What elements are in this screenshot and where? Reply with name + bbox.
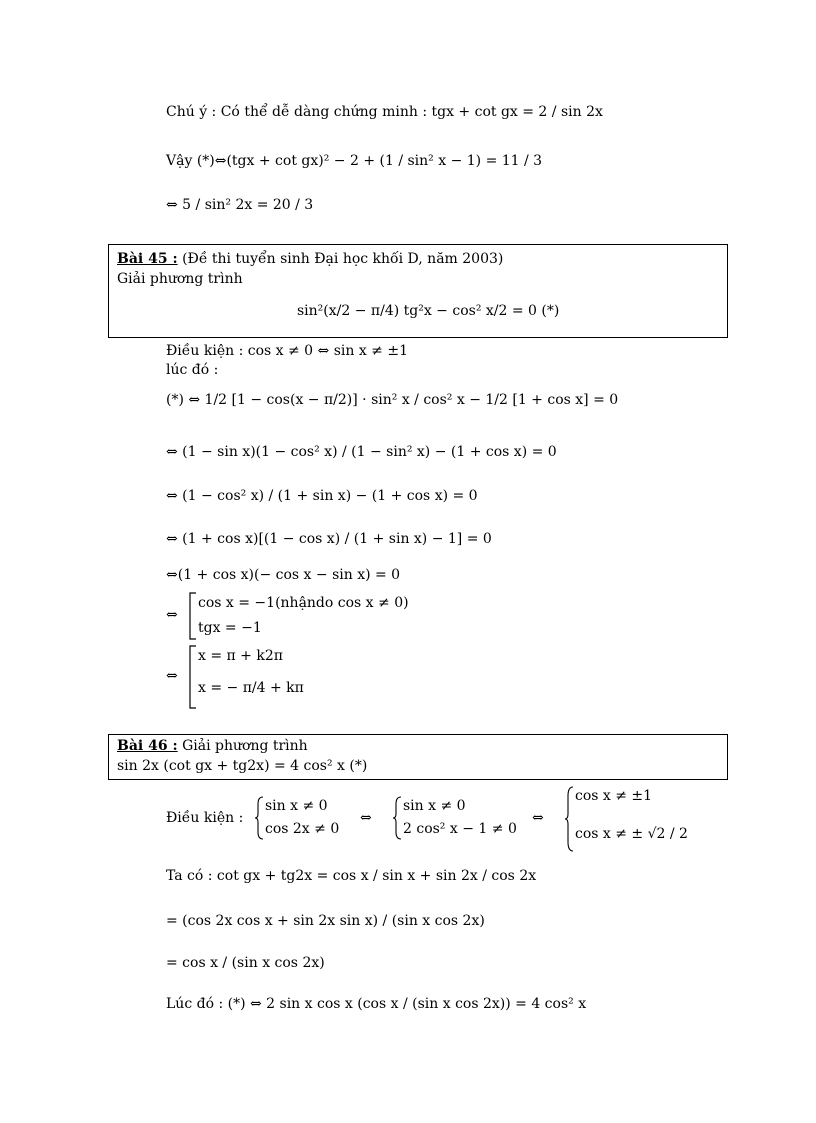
problem-46-box xyxy=(108,734,728,780)
case-bracket xyxy=(188,592,198,640)
solution-45-step-1: (*) ⇔ 1/2 [1 − cos(x − π/2)] · sin² x / cos² x − 1/2 [1 + cos x] = 0 xyxy=(166,392,619,408)
problem-46-header xyxy=(117,738,308,754)
problem-45-source: (Đề thi tuyển sinh Đại học khối D, năm 2003) xyxy=(182,251,504,267)
note-line-3: ⇔ 5 / sin² 2x = 20 / 3 xyxy=(166,197,314,213)
problem-45-box xyxy=(108,244,728,338)
condition-brace xyxy=(254,796,264,840)
solution-45-case-1b: tgx = −1 xyxy=(198,620,262,636)
solution-46-condition-label: Điều kiện : xyxy=(166,810,244,826)
equivalence-sign: ⇔ xyxy=(360,810,372,826)
solution-46-step-1: Ta có : cot gx + tg2x = cos x / sin x + sin 2x / cos 2x xyxy=(166,868,537,884)
solution-46-step-2: = (cos 2x cos x + sin 2x sin x) / (sin x cos 2x) xyxy=(166,913,485,929)
note-line-2: Vậy (*)⇔(tgx + cot gx)² − 2 + (1 / sin² x − 1) = 11 / 3 xyxy=(166,153,543,169)
problem-46-task: Giải phương trình xyxy=(182,738,308,754)
solution-45-step-2: ⇔ (1 − sin x)(1 − cos² x) / (1 − sin² x) − (1 + cos x) = 0 xyxy=(166,444,557,460)
case-bracket xyxy=(188,645,198,709)
problem-45-task: Giải phương trình xyxy=(117,271,243,287)
equivalence-sign: ⇔ xyxy=(532,810,544,826)
solution-45-step-4: ⇔ (1 + cos x)[(1 − cos x) / (1 + sin x) − 1] = 0 xyxy=(166,531,492,547)
solution-46-cond-a2: cos 2x ≠ 0 xyxy=(265,821,340,837)
solution-45-case-2b: x = − π/4 + kπ xyxy=(198,680,304,696)
solution-46-cond-c1: cos x ≠ ±1 xyxy=(575,788,653,804)
solution-46-cond-a1: sin x ≠ 0 xyxy=(265,798,328,814)
solution-45-intro: lúc đó : xyxy=(166,362,219,378)
solution-46-cond-c2: cos x ≠ ± √2 / 2 xyxy=(575,826,688,842)
condition-brace xyxy=(392,796,402,840)
solution-45-case-1a: cos x = −1(nhậndo cos x ≠ 0) xyxy=(198,595,409,611)
equivalence-sign: ⇔ xyxy=(166,668,178,684)
note-line-1: Chú ý : Có thể dễ dàng chứng minh : tgx + cot gx = 2 / sin 2x xyxy=(166,104,603,120)
solution-46-cond-b2: 2 cos² x − 1 ≠ 0 xyxy=(403,821,517,837)
solution-46-step-4: Lúc đó : (*) ⇔ 2 sin x cos x (cos x / (sin x cos 2x)) = 4 cos² x xyxy=(166,996,587,1012)
condition-brace xyxy=(564,786,574,852)
equivalence-sign: ⇔ xyxy=(166,607,178,623)
solution-45-step-5: ⇔(1 + cos x)(− cos x − sin x) = 0 xyxy=(166,567,401,583)
problem-46-title: Bài 46 : xyxy=(117,738,178,754)
solution-45-case-2a: x = π + k2π xyxy=(198,648,283,664)
solution-46-cond-b1: sin x ≠ 0 xyxy=(403,798,466,814)
solution-45-condition: Điều kiện : cos x ≠ 0 ⇔ sin x ≠ ±1 xyxy=(166,343,408,359)
solution-45-step-3: ⇔ (1 − cos² x) / (1 + sin x) − (1 + cos x) = 0 xyxy=(166,488,478,504)
problem-45-title: Bài 45 : xyxy=(117,251,178,267)
solution-46-step-3: = cos x / (sin x cos 2x) xyxy=(166,955,325,971)
problem-45-equation: sin²(x/2 − π/4) tg²x − cos² x/2 = 0 (*) xyxy=(297,303,560,319)
problem-45-header xyxy=(117,251,503,267)
problem-46-equation: sin 2x (cot gx + tg2x) = 4 cos² x (*) xyxy=(117,758,368,774)
